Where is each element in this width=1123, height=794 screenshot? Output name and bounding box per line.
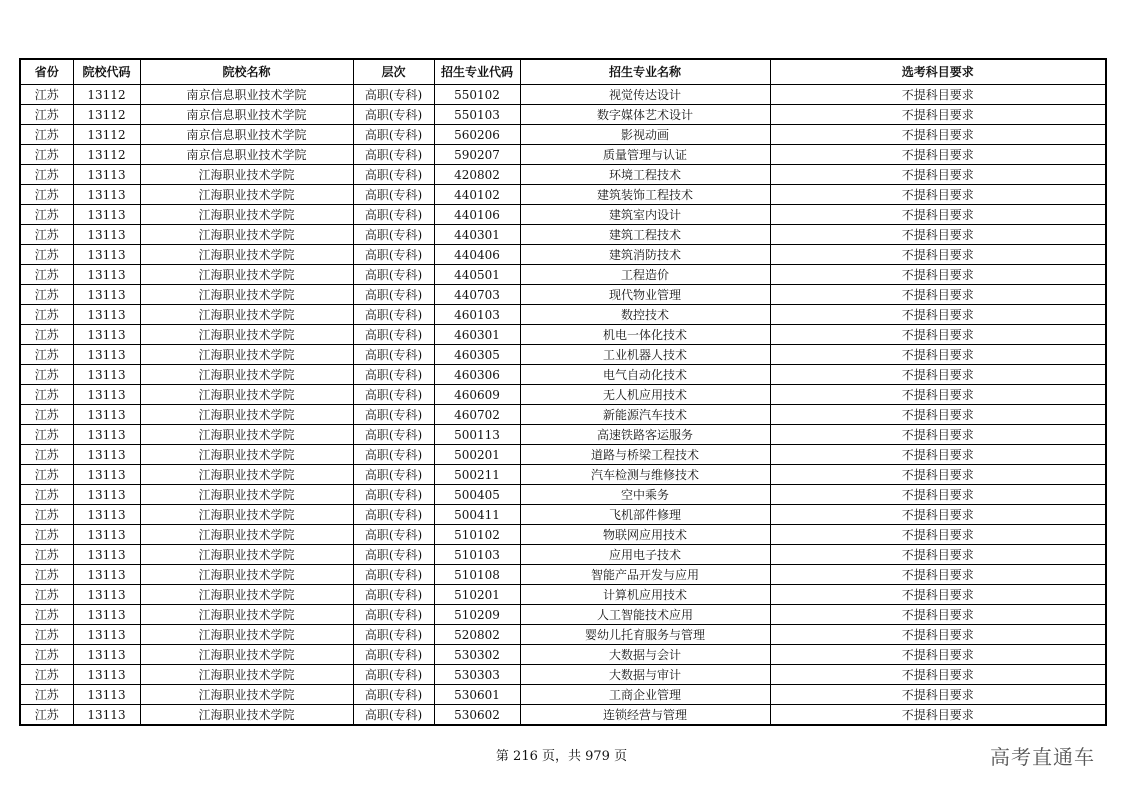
cell-school-code: 13113 [73, 505, 140, 525]
cell-province: 江苏 [20, 385, 73, 405]
table-row [20, 245, 1106, 265]
table-row [20, 345, 1106, 365]
watermark-text: 高考直通车 [990, 745, 1095, 769]
table-row [20, 405, 1106, 425]
cell-school-name: 江海职业技术学院 [140, 645, 353, 665]
cell-major-code: 500211 [434, 465, 520, 485]
cell-subject-requirement: 不提科目要求 [770, 325, 1106, 345]
cell-school-code: 13113 [73, 405, 140, 425]
cell-subject-requirement: 不提科目要求 [770, 685, 1106, 705]
cell-major-name: 智能产品开发与应用 [520, 565, 770, 585]
cell-school-code: 13113 [73, 645, 140, 665]
header-subject-requirement: 选考科目要求 [770, 59, 1106, 85]
cell-school-name: 江海职业技术学院 [140, 425, 353, 445]
cell-subject-requirement: 不提科目要求 [770, 705, 1106, 726]
cell-school-code: 13113 [73, 225, 140, 245]
table-header-row [20, 59, 1106, 85]
cell-province: 江苏 [20, 505, 73, 525]
header-province: 省份 [20, 59, 73, 85]
cell-level: 高职(专科) [353, 465, 434, 485]
cell-school-code: 13112 [73, 85, 140, 105]
cell-level: 高职(专科) [353, 305, 434, 325]
cell-school-code: 13113 [73, 325, 140, 345]
cell-level: 高职(专科) [353, 205, 434, 225]
cell-province: 江苏 [20, 665, 73, 685]
cell-province: 江苏 [20, 165, 73, 185]
cell-subject-requirement: 不提科目要求 [770, 225, 1106, 245]
cell-school-code: 13113 [73, 245, 140, 265]
table-row [20, 605, 1106, 625]
cell-subject-requirement: 不提科目要求 [770, 285, 1106, 305]
table-body [20, 85, 1106, 726]
cell-subject-requirement: 不提科目要求 [770, 385, 1106, 405]
cell-province: 江苏 [20, 345, 73, 365]
cell-subject-requirement: 不提科目要求 [770, 345, 1106, 365]
cell-province: 江苏 [20, 565, 73, 585]
cell-school-name: 江海职业技术学院 [140, 605, 353, 625]
cell-major-code: 460306 [434, 365, 520, 385]
cell-province: 江苏 [20, 145, 73, 165]
cell-school-name: 江海职业技术学院 [140, 245, 353, 265]
cell-school-name: 江海职业技术学院 [140, 625, 353, 645]
table-row [20, 125, 1106, 145]
cell-province: 江苏 [20, 325, 73, 345]
cell-province: 江苏 [20, 85, 73, 105]
cell-level: 高职(专科) [353, 105, 434, 125]
cell-province: 江苏 [20, 185, 73, 205]
cell-school-name: 江海职业技术学院 [140, 185, 353, 205]
cell-level: 高职(专科) [353, 545, 434, 565]
cell-level: 高职(专科) [353, 185, 434, 205]
cell-level: 高职(专科) [353, 265, 434, 285]
cell-school-name: 南京信息职业技术学院 [140, 105, 353, 125]
cell-subject-requirement: 不提科目要求 [770, 185, 1106, 205]
cell-major-name: 机电一体化技术 [520, 325, 770, 345]
cell-level: 高职(专科) [353, 365, 434, 385]
cell-subject-requirement: 不提科目要求 [770, 465, 1106, 485]
table-row [20, 325, 1106, 345]
cell-subject-requirement: 不提科目要求 [770, 625, 1106, 645]
cell-province: 江苏 [20, 425, 73, 445]
cell-school-name: 江海职业技术学院 [140, 585, 353, 605]
cell-school-name: 江海职业技术学院 [140, 385, 353, 405]
cell-subject-requirement: 不提科目要求 [770, 85, 1106, 105]
cell-major-code: 560206 [434, 125, 520, 145]
cell-major-code: 500113 [434, 425, 520, 445]
header-major-code: 招生专业代码 [434, 59, 520, 85]
table-row [20, 685, 1106, 705]
cell-major-code: 460301 [434, 325, 520, 345]
table-row [20, 665, 1106, 685]
cell-level: 高职(专科) [353, 505, 434, 525]
cell-subject-requirement: 不提科目要求 [770, 505, 1106, 525]
cell-school-code: 13112 [73, 105, 140, 125]
cell-school-name: 江海职业技术学院 [140, 545, 353, 565]
cell-major-name: 物联网应用技术 [520, 525, 770, 545]
cell-subject-requirement: 不提科目要求 [770, 605, 1106, 625]
table-row [20, 445, 1106, 465]
cell-subject-requirement: 不提科目要求 [770, 105, 1106, 125]
cell-major-name: 新能源汽车技术 [520, 405, 770, 425]
cell-province: 江苏 [20, 685, 73, 705]
table-row [20, 85, 1106, 105]
cell-school-code: 13113 [73, 565, 140, 585]
cell-level: 高职(专科) [353, 405, 434, 425]
cell-level: 高职(专科) [353, 345, 434, 365]
table-row [20, 505, 1106, 525]
cell-province: 江苏 [20, 645, 73, 665]
cell-subject-requirement: 不提科目要求 [770, 545, 1106, 565]
cell-level: 高职(专科) [353, 285, 434, 305]
cell-subject-requirement: 不提科目要求 [770, 485, 1106, 505]
page-number: 第 216 页，共 979 页 [495, 749, 628, 764]
cell-major-name: 建筑工程技术 [520, 225, 770, 245]
cell-subject-requirement: 不提科目要求 [770, 205, 1106, 225]
cell-subject-requirement: 不提科目要求 [770, 585, 1106, 605]
cell-major-code: 510201 [434, 585, 520, 605]
cell-school-code: 13113 [73, 705, 140, 726]
cell-major-code: 440501 [434, 265, 520, 285]
cell-major-name: 影视动画 [520, 125, 770, 145]
cell-major-code: 550103 [434, 105, 520, 125]
cell-major-name: 建筑装饰工程技术 [520, 185, 770, 205]
header-school-name: 院校名称 [140, 59, 353, 85]
cell-level: 高职(专科) [353, 245, 434, 265]
table-row [20, 545, 1106, 565]
cell-subject-requirement: 不提科目要求 [770, 565, 1106, 585]
cell-province: 江苏 [20, 225, 73, 245]
cell-school-name: 江海职业技术学院 [140, 705, 353, 726]
cell-major-name: 工商企业管理 [520, 685, 770, 705]
cell-school-name: 江海职业技术学院 [140, 505, 353, 525]
table-row [20, 305, 1106, 325]
cell-level: 高职(专科) [353, 85, 434, 105]
cell-major-code: 530303 [434, 665, 520, 685]
cell-province: 江苏 [20, 245, 73, 265]
cell-school-name: 江海职业技术学院 [140, 445, 353, 465]
cell-school-code: 13113 [73, 525, 140, 545]
cell-level: 高职(专科) [353, 125, 434, 145]
cell-major-code: 500411 [434, 505, 520, 525]
table-row [20, 465, 1106, 485]
cell-level: 高职(专科) [353, 445, 434, 465]
cell-level: 高职(专科) [353, 165, 434, 185]
cell-school-code: 13113 [73, 285, 140, 305]
cell-province: 江苏 [20, 365, 73, 385]
cell-province: 江苏 [20, 465, 73, 485]
cell-major-name: 现代物业管理 [520, 285, 770, 305]
cell-major-code: 510103 [434, 545, 520, 565]
cell-major-code: 550102 [434, 85, 520, 105]
cell-subject-requirement: 不提科目要求 [770, 405, 1106, 425]
table-row [20, 585, 1106, 605]
cell-major-code: 590207 [434, 145, 520, 165]
cell-province: 江苏 [20, 205, 73, 225]
cell-school-code: 13112 [73, 125, 140, 145]
cell-province: 江苏 [20, 545, 73, 565]
cell-school-name: 江海职业技术学院 [140, 685, 353, 705]
cell-school-name: 江海职业技术学院 [140, 485, 353, 505]
cell-level: 高职(专科) [353, 605, 434, 625]
cell-major-name: 建筑消防技术 [520, 245, 770, 265]
table-row [20, 705, 1106, 726]
cell-province: 江苏 [20, 445, 73, 465]
cell-major-name: 连锁经营与管理 [520, 705, 770, 726]
cell-school-code: 13113 [73, 545, 140, 565]
cell-province: 江苏 [20, 625, 73, 645]
cell-school-name: 江海职业技术学院 [140, 285, 353, 305]
cell-school-code: 13113 [73, 185, 140, 205]
cell-level: 高职(专科) [353, 665, 434, 685]
cell-school-name: 南京信息职业技术学院 [140, 145, 353, 165]
cell-school-name: 江海职业技术学院 [140, 325, 353, 345]
cell-school-name: 江海职业技术学院 [140, 225, 353, 245]
cell-school-code: 13113 [73, 625, 140, 645]
table-row [20, 525, 1106, 545]
cell-major-code: 460702 [434, 405, 520, 425]
table-row [20, 365, 1106, 385]
cell-school-name: 江海职业技术学院 [140, 265, 353, 285]
cell-subject-requirement: 不提科目要求 [770, 645, 1106, 665]
cell-level: 高职(专科) [353, 145, 434, 165]
cell-school-name: 南京信息职业技术学院 [140, 85, 353, 105]
cell-province: 江苏 [20, 525, 73, 545]
cell-school-code: 13113 [73, 585, 140, 605]
cell-province: 江苏 [20, 265, 73, 285]
cell-major-code: 530302 [434, 645, 520, 665]
cell-major-code: 440406 [434, 245, 520, 265]
header-school-code: 院校代码 [73, 59, 140, 85]
cell-major-name: 视觉传达设计 [520, 85, 770, 105]
cell-level: 高职(专科) [353, 565, 434, 585]
cell-school-code: 13112 [73, 145, 140, 165]
cell-school-name: 江海职业技术学院 [140, 345, 353, 365]
cell-school-name: 江海职业技术学院 [140, 405, 353, 425]
cell-province: 江苏 [20, 125, 73, 145]
cell-major-code: 520802 [434, 625, 520, 645]
admission-table [19, 58, 1107, 726]
cell-major-code: 510102 [434, 525, 520, 545]
cell-school-code: 13113 [73, 605, 140, 625]
cell-subject-requirement: 不提科目要求 [770, 245, 1106, 265]
cell-level: 高职(专科) [353, 585, 434, 605]
table-row [20, 625, 1106, 645]
cell-province: 江苏 [20, 605, 73, 625]
cell-major-name: 计算机应用技术 [520, 585, 770, 605]
cell-major-name: 大数据与会计 [520, 645, 770, 665]
cell-school-code: 13113 [73, 305, 140, 325]
table-row [20, 205, 1106, 225]
cell-subject-requirement: 不提科目要求 [770, 165, 1106, 185]
cell-school-name: 江海职业技术学院 [140, 565, 353, 585]
cell-level: 高职(专科) [353, 645, 434, 665]
cell-school-code: 13113 [73, 685, 140, 705]
cell-school-name: 江海职业技术学院 [140, 165, 353, 185]
cell-major-name: 建筑室内设计 [520, 205, 770, 225]
cell-level: 高职(专科) [353, 685, 434, 705]
cell-major-name: 环境工程技术 [520, 165, 770, 185]
cell-major-name: 工程造价 [520, 265, 770, 285]
header-major-name: 招生专业名称 [520, 59, 770, 85]
table-row [20, 165, 1106, 185]
cell-school-code: 13113 [73, 265, 140, 285]
cell-major-name: 飞机部件修理 [520, 505, 770, 525]
table-row [20, 425, 1106, 445]
cell-major-code: 500201 [434, 445, 520, 465]
cell-province: 江苏 [20, 705, 73, 726]
cell-subject-requirement: 不提科目要求 [770, 425, 1106, 445]
cell-major-name: 电气自动化技术 [520, 365, 770, 385]
cell-school-name: 江海职业技术学院 [140, 465, 353, 485]
cell-level: 高职(专科) [353, 525, 434, 545]
cell-subject-requirement: 不提科目要求 [770, 365, 1106, 385]
cell-subject-requirement: 不提科目要求 [770, 145, 1106, 165]
cell-level: 高职(专科) [353, 485, 434, 505]
cell-level: 高职(专科) [353, 705, 434, 726]
cell-province: 江苏 [20, 485, 73, 505]
cell-school-code: 13113 [73, 445, 140, 465]
cell-major-code: 420802 [434, 165, 520, 185]
cell-school-name: 江海职业技术学院 [140, 665, 353, 685]
table-row [20, 265, 1106, 285]
cell-school-code: 13113 [73, 425, 140, 445]
cell-major-name: 高速铁路客运服务 [520, 425, 770, 445]
cell-level: 高职(专科) [353, 225, 434, 245]
table-row [20, 105, 1106, 125]
cell-level: 高职(专科) [353, 425, 434, 445]
cell-subject-requirement: 不提科目要求 [770, 445, 1106, 465]
table-row [20, 145, 1106, 165]
cell-level: 高职(专科) [353, 385, 434, 405]
table-row [20, 285, 1106, 305]
cell-school-code: 13113 [73, 485, 140, 505]
cell-school-name: 南京信息职业技术学院 [140, 125, 353, 145]
cell-school-code: 13113 [73, 205, 140, 225]
cell-school-name: 江海职业技术学院 [140, 205, 353, 225]
cell-major-name: 道路与桥梁工程技术 [520, 445, 770, 465]
cell-major-name: 应用电子技术 [520, 545, 770, 565]
cell-major-name: 空中乘务 [520, 485, 770, 505]
cell-major-code: 440102 [434, 185, 520, 205]
cell-school-name: 江海职业技术学院 [140, 525, 353, 545]
table-row [20, 485, 1106, 505]
table-row [20, 385, 1106, 405]
cell-major-code: 530602 [434, 705, 520, 726]
cell-major-name: 工业机器人技术 [520, 345, 770, 365]
cell-major-name: 婴幼儿托育服务与管理 [520, 625, 770, 645]
cell-major-code: 510108 [434, 565, 520, 585]
cell-province: 江苏 [20, 105, 73, 125]
cell-school-name: 江海职业技术学院 [140, 305, 353, 325]
cell-major-code: 460609 [434, 385, 520, 405]
table-row [20, 185, 1106, 205]
table-row [20, 225, 1106, 245]
cell-major-code: 460305 [434, 345, 520, 365]
cell-major-code: 530601 [434, 685, 520, 705]
cell-major-code: 500405 [434, 485, 520, 505]
cell-school-name: 江海职业技术学院 [140, 365, 353, 385]
cell-major-name: 人工智能技术应用 [520, 605, 770, 625]
cell-major-code: 440106 [434, 205, 520, 225]
cell-school-code: 13113 [73, 345, 140, 365]
header-level: 层次 [353, 59, 434, 85]
cell-subject-requirement: 不提科目要求 [770, 265, 1106, 285]
cell-major-name: 大数据与审计 [520, 665, 770, 685]
cell-province: 江苏 [20, 305, 73, 325]
cell-major-name: 数控技术 [520, 305, 770, 325]
cell-province: 江苏 [20, 285, 73, 305]
cell-school-code: 13113 [73, 465, 140, 485]
cell-level: 高职(专科) [353, 625, 434, 645]
cell-school-code: 13113 [73, 665, 140, 685]
cell-major-name: 质量管理与认证 [520, 145, 770, 165]
cell-subject-requirement: 不提科目要求 [770, 125, 1106, 145]
cell-province: 江苏 [20, 405, 73, 425]
cell-major-name: 无人机应用技术 [520, 385, 770, 405]
cell-major-name: 汽车检测与维修技术 [520, 465, 770, 485]
cell-school-code: 13113 [73, 385, 140, 405]
cell-major-name: 数字媒体艺术设计 [520, 105, 770, 125]
cell-major-code: 440301 [434, 225, 520, 245]
cell-major-code: 460103 [434, 305, 520, 325]
cell-level: 高职(专科) [353, 325, 434, 345]
table-row [20, 565, 1106, 585]
cell-major-code: 440703 [434, 285, 520, 305]
cell-subject-requirement: 不提科目要求 [770, 665, 1106, 685]
table-row [20, 645, 1106, 665]
cell-school-code: 13113 [73, 165, 140, 185]
cell-subject-requirement: 不提科目要求 [770, 305, 1106, 325]
cell-province: 江苏 [20, 585, 73, 605]
cell-subject-requirement: 不提科目要求 [770, 525, 1106, 545]
cell-major-code: 510209 [434, 605, 520, 625]
cell-school-code: 13113 [73, 365, 140, 385]
